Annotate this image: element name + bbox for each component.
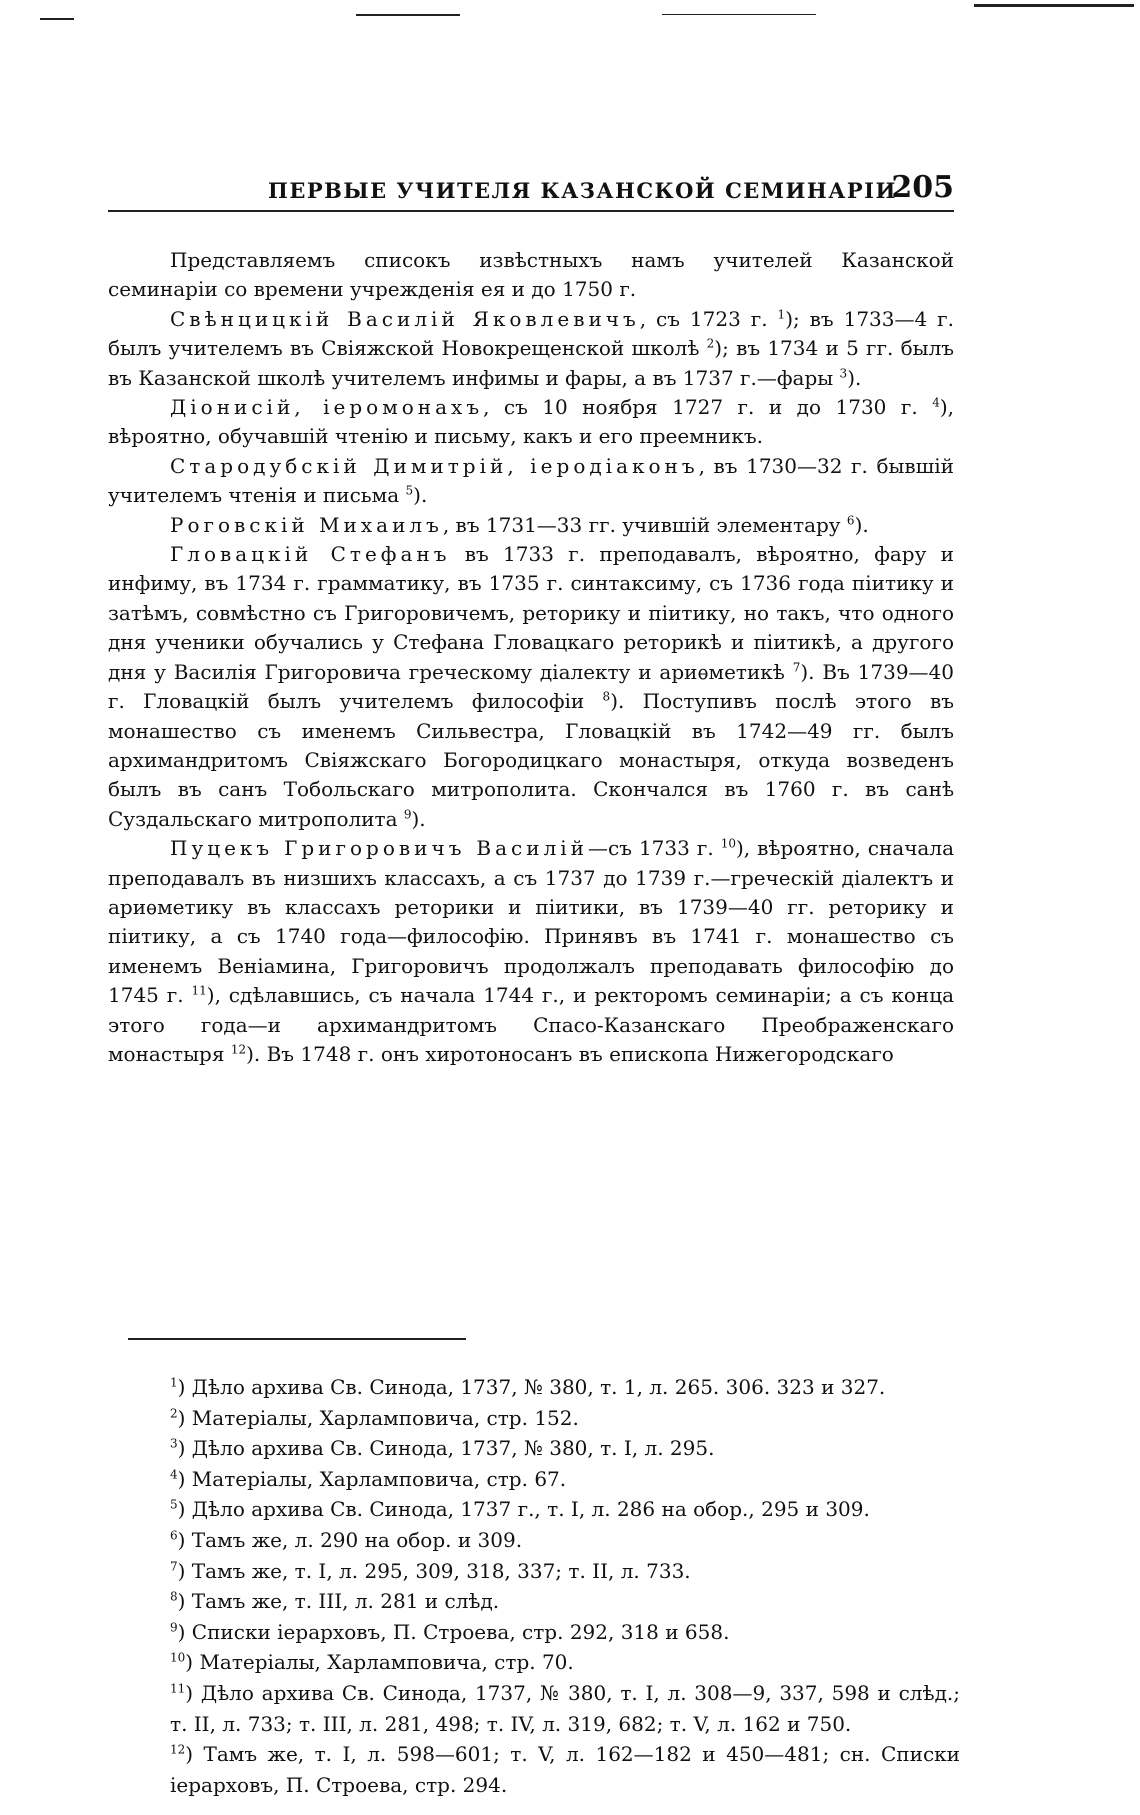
footnote-number: 6 [170, 1528, 178, 1543]
footnote-text: ) Списки iерарховъ, П. Строева, стр. 292, 318 и 658. [177, 1619, 730, 1644]
footnote-number: 11 [170, 1681, 186, 1696]
footnote [170, 1372, 960, 1403]
footnote-ref: 4 [932, 395, 940, 410]
text-run: ), вѣроятно, сначала преподавалъ въ низшихъ классахъ, а съ 1737 до 1739 г.—греческiй дiалектъ и ариѳметику въ классахъ реторики и пiитики, въ 1739—40 гг. реторику и пiитику, а съ 1740 года—философiю. Принявъ въ 1741 г. монашество съ именемъ Венiамина, Григоровичъ продолжалъ преподавать философiю до 1745 г. [108, 836, 954, 1008]
person-name: Стародубскiй Димитрiй, iеродiаконъ [170, 453, 699, 478]
footnote-ref: 1 [777, 307, 786, 322]
footnote [170, 1464, 960, 1495]
paragraph-grigorovich [108, 834, 954, 1069]
footnote [170, 1647, 960, 1678]
paragraph-starodubsky [108, 452, 954, 511]
footnote-number: 5 [170, 1497, 178, 1512]
footnote-ref: 7 [792, 660, 801, 675]
text-run: , съ 1723 г. [639, 306, 778, 331]
paragraph-rogovsky [108, 511, 954, 540]
footnote-ref: 2 [706, 336, 715, 351]
footnote [170, 1403, 960, 1434]
person-name: Дiонисiй, iеромонахъ [170, 395, 484, 420]
text-run: ). [854, 512, 869, 537]
paragraph-svencitsky [108, 305, 954, 393]
footnote-number: 3 [170, 1436, 178, 1451]
footnote [170, 1556, 960, 1587]
footnote [170, 1678, 960, 1739]
footnote-text: ) Тамъ же, л. 290 на обор. и 309. [177, 1527, 523, 1552]
scan-mark [974, 4, 1134, 7]
text-run: ). [413, 483, 428, 508]
footnote-text: ) Тамъ же, т. I, л. 295, 309, 318, 337; т. II, л. 733. [177, 1558, 691, 1583]
footnote-ref: 5 [405, 483, 414, 498]
footnote-ref: 8 [602, 689, 611, 704]
person-name: Свѣнцицкiй Василiй Яковлевичъ [170, 306, 640, 331]
text-run: ), вѣроятно, обучавшiй чтенiю и письму, какъ и его преемникъ. [108, 395, 954, 449]
text-run: —съ 1733 г. [588, 836, 721, 861]
paragraph-dionisy [108, 393, 954, 452]
footnote-text: ) Матерiалы, Харламповича, стр. 67. [177, 1466, 567, 1491]
text-run: ). Въ 1739—40 г. Гловацкiй былъ учителемъ философiи [108, 659, 954, 714]
footnote-number: 10 [170, 1650, 186, 1665]
footnote-text: ) Матерiалы, Харламповича, стр. 70. [185, 1650, 574, 1675]
footnote-ref: 11 [191, 983, 207, 998]
text-run: ); въ 1733—4 г. былъ учителемъ въ Свiяжской Новокрещенской школѣ [108, 306, 955, 361]
footnote-text: ) Дѣло архива Св. Синода, 1737, № 380, т. I, л. 295. [177, 1436, 715, 1461]
footnote-ref: 3 [839, 365, 848, 380]
footnote-number: 1 [170, 1375, 178, 1390]
footnote-text: ) Матерiалы, Харламповича, стр. 152. [177, 1405, 579, 1430]
footnote-text: ) Дѣло архива Св. Синода, 1737, № 380, т. I, л. 308—9, 337, 598 и слѣд.; т. II, л. 733; т. III, л. 281, 498; т. IV, л. 319, 682; т. V, л. 162 и 750. [170, 1680, 960, 1736]
text-run: , въ 1730—32 г. бывшiй учителемъ чтенiя и письма [108, 453, 954, 508]
footnote-number: 12 [170, 1742, 186, 1757]
footnote-text: ) Дѣло архива Св. Синода, 1737 г., т. I, л. 286 на обор., 295 и 309. [177, 1497, 870, 1522]
body-text [108, 246, 954, 1069]
scan-mark [662, 14, 816, 15]
running-title: ПЕРВЫЕ УЧИТЕЛЯ КАЗАНСКОЙ СЕМИНАРIИ [268, 178, 897, 203]
footnote [170, 1739, 960, 1800]
text-run: ), сдѣлавшись, съ начала 1744 г., и ректоромъ семинарiи; а съ конца этого года—и архимандритомъ Спасо-Казанскаго Преображенскаго монастыря [108, 983, 955, 1066]
text-run: , въ 1731—33 гг. учившiй элементару [442, 512, 847, 537]
footnote-text: ) Тамъ же, т. III, л. 281 и слѣд. [177, 1589, 500, 1614]
footnote [170, 1433, 960, 1464]
text-run: ). Поступивъ послѣ этого въ монашество съ именемъ Сильвестра, Гловацкiй въ 1742—49 гг. былъ архимандритомъ Свiяжскаго Богородицкаго монастыря, откуда возведенъ былъ въ санъ Тобольскаго митрополита. Скончался въ 1760 г. въ санѣ Суздальскаго митрополита [108, 689, 954, 831]
footnote [170, 1617, 960, 1648]
footnote-divider [128, 1338, 466, 1340]
footnote-number: 9 [170, 1620, 178, 1635]
text-run: въ 1733 г. преподавалъ, вѣроятно, фару и инфиму, въ 1734 г. грамматику, въ 1735 г. синтаксиму, съ 1736 года пiитику и затѣмъ, совмѣстно съ Григоровичемъ, реторику и пiитику, но такъ, что одного дня ученики обучались у Стефана Гловацкаго реторикѣ и пiитикѣ, а другого дня у Василiя Григоровича греческому дiалекту и ариѳметикѣ [108, 542, 954, 684]
paragraph-glovatsky [108, 540, 954, 834]
footnote [170, 1494, 960, 1525]
footnote-ref: 9 [403, 807, 412, 822]
paragraph-intro: Представляемъ списокъ извѣстныхъ намъ учителей Казанской семинарiи со времени учрежденiя ея и до 1750 г. [108, 248, 954, 302]
text-run: ). [847, 365, 862, 390]
text-run: ). [411, 806, 426, 831]
footnote-number: 4 [170, 1467, 178, 1482]
footnote-ref: 12 [230, 1042, 247, 1057]
page-number: 205 [891, 170, 954, 205]
text-run: ); въ 1734 и 5 гг. былъ въ Казанской школѣ учителемъ инфимы и фары, а въ 1737 г.—фары [108, 336, 955, 390]
footnote-ref: 10 [720, 836, 736, 851]
scan-mark [40, 18, 74, 20]
running-header [108, 170, 954, 212]
person-name: Гловацкiй Стефанъ [170, 542, 451, 567]
footnote [170, 1586, 960, 1617]
text-run: , съ 10 ноября 1727 г. и до 1730 г. [483, 395, 933, 420]
person-name: Роговскiй Михаилъ [170, 512, 443, 537]
scan-mark [356, 14, 460, 16]
footnote-ref: 6 [846, 513, 855, 527]
footnote-number: 2 [170, 1405, 178, 1420]
footnote-text: ) Тамъ же, т. I, л. 598—601; т. V, л. 162—182 и 450—481; сн. Списки iерарховъ, П. Строева, стр. 294. [170, 1742, 960, 1797]
footnotes [170, 1372, 960, 1800]
person-name: Пуцекъ Григоровичъ Василiй [170, 836, 589, 861]
text-run: ). Въ 1748 г. онъ хиротоносанъ въ епископа Нижегородскаго [246, 1041, 894, 1066]
footnote-text: ) Дѣло архива Св. Синода, 1737, № 380, т. 1, л. 265. 306. 323 и 327. [177, 1375, 886, 1399]
footnote-number: 7 [170, 1558, 178, 1573]
footnote [170, 1525, 960, 1556]
footnote-number: 8 [170, 1589, 178, 1604]
